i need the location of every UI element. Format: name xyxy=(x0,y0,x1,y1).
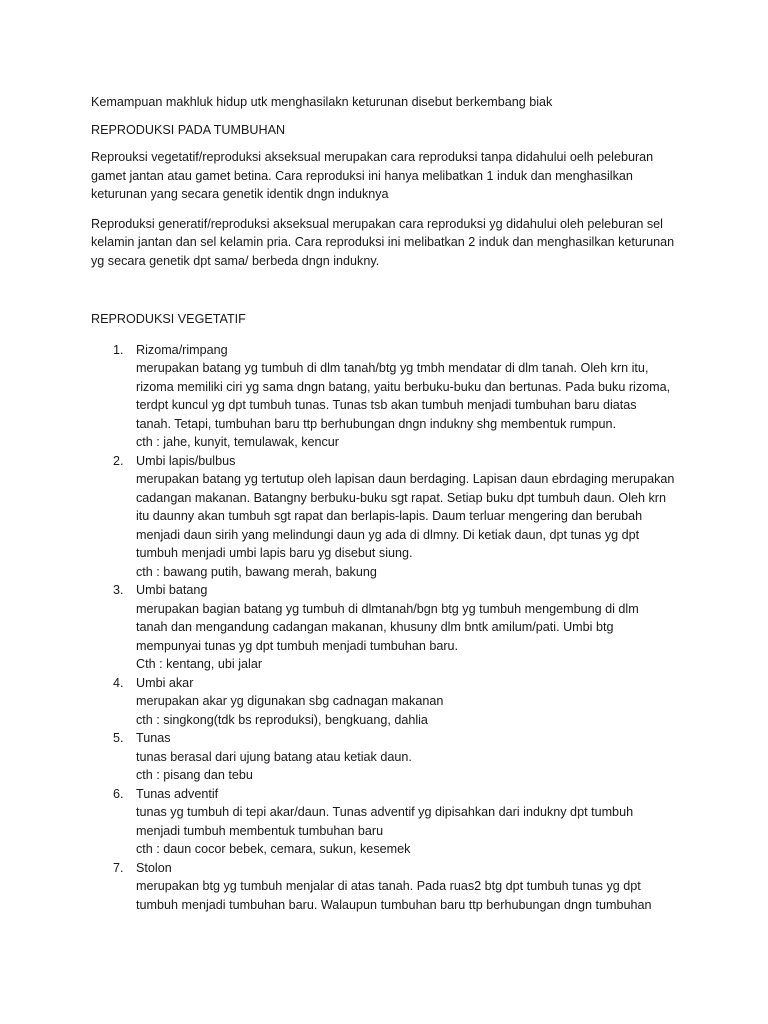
list-item-line: terdpt kuncul yg dpt tumbuh tunas. Tunas tsb akan tumbuh menjadi tumbuhan baru diatas xyxy=(136,398,637,412)
list-number: 2. xyxy=(113,453,124,468)
list-item-line: merupakan batang yg tertutup oleh lapisan daun berdaging. Lapisan daun ebrdaging merupakan xyxy=(136,472,675,486)
list-item-line: tanah dan mengandung cadangan makanan, khusuny dlm bntk amilum/pati. Umbi btg xyxy=(136,620,614,634)
list-item-title: Umbi batang xyxy=(136,583,208,597)
list-item-title: Tunas xyxy=(136,731,171,745)
list-item-title: Umbi lapis/bulbus xyxy=(136,453,236,468)
list-number: 7. xyxy=(113,860,124,875)
paragraph-line: Reproduksi generatif/reproduksi akseksual merupakan cara reproduksi yg didahului oleh peleburan sel xyxy=(91,216,663,231)
intro-text: Kemampuan makhluk hidup utk menghasilakn keturunan disebut berkembang biak xyxy=(91,95,553,109)
list-item-line: rizoma memiliki ciri yg sama dngn batang, yaitu berbuku-buku dan bertunas. Pada buku rizoma, xyxy=(136,379,671,394)
list-item-line: merupakan bagian batang yg tumbuh di dlmtanah/bgn btg yg tumbuh mengembung di dlm xyxy=(136,601,639,616)
list-item-line: itu daunny akan tumbuh sgt rapat dan berlapis-lapis. Daum terluar mengering dan berubah xyxy=(136,509,643,523)
paragraph-vegetatif xyxy=(91,148,691,204)
list-number: 6. xyxy=(113,786,124,801)
numbered-list xyxy=(91,341,691,915)
list-number: 1. xyxy=(113,342,124,357)
list-item-line: tunas yg tumbuh di tepi akar/daun. Tunas adventif yg dipisahkan dari indukny dpt tumbuh xyxy=(136,805,634,819)
list-item xyxy=(91,785,691,859)
list-item-line: cth : singkong(tdk bs reproduksi), bengkuang, dahlia xyxy=(136,712,428,727)
list-item-line: Cth : kentang, ubi jalar xyxy=(136,657,263,671)
paragraph-line: Reprouksi vegetatif/reproduksi akseksual merupakan cara reproduksi tanpa didahului oelh peleburan xyxy=(91,150,654,164)
list-item xyxy=(91,581,691,674)
list-item-line: cth : daun cocor bebek, cemara, sukun, kesemek xyxy=(136,842,411,856)
list-item-line: menjadi daun sirih yang melindungi daun yg ada di dlmny. Di ketiak daun, dpt tunas yg dpt xyxy=(136,527,640,542)
list-item xyxy=(91,452,691,582)
document-body xyxy=(91,93,691,914)
section-heading-reproduksi-tumbuhan: REPRODUKSI PADA TUMBUHAN xyxy=(91,122,286,137)
list-item-title: Stolon xyxy=(136,860,172,875)
list-item-line: cth : pisang dan tebu xyxy=(136,768,253,782)
list-item-line: merupakan akar yg digunakan sbg cadnagan makanan xyxy=(136,694,444,708)
paragraph-line: kelamin jantan dan sel kelamin pria. Cara reproduksi ini melibatkan 2 induk dan menghasilkan keturunan xyxy=(91,235,675,249)
paragraph-line: gamet jantan atau gamet betina. Cara reproduksi ini hanya melibatkan 1 induk dan menghasilkan xyxy=(91,168,633,183)
list-item-line: tunas berasal dari ujung batang atau ketiak daun. xyxy=(136,749,412,764)
list-item xyxy=(91,729,691,785)
list-number: 5. xyxy=(113,731,124,745)
list-item-line: cth : bawang putih, bawang merah, bakung xyxy=(136,564,377,579)
list-item-line: tumbuh menjadi umbi lapis baru yg disebut siung. xyxy=(136,546,413,560)
list-item-line: cadangan makanan. Batangny berbuku-buku sgt rapat. Setiap buku dpt tumbuh daun. Oleh krn xyxy=(136,490,666,505)
list-item xyxy=(91,341,691,452)
list-item-line: menjadi tumbuh membentuk tumbuhan baru xyxy=(136,823,384,838)
list-item-title: Umbi akar xyxy=(136,675,194,690)
list-item-line: cth : jahe, kunyit, temulawak, kencur xyxy=(136,435,339,449)
list-item-line: merupakan btg yg tumbuh menjalar di atas tanah. Pada ruas2 btg dpt tumbuh tunas yg dpt xyxy=(136,879,641,893)
list-item-line: tumbuh menjadi tumbuhan baru. Walaupun tumbuhan baru ttp berhubungan dngn tumbuhan xyxy=(136,897,652,912)
paragraph-line: keturunan yang secara genetik identik dngn induknya xyxy=(91,187,389,201)
list-item-title: Tunas adventif xyxy=(136,786,219,801)
section-heading-reproduksi-vegetatif: REPRODUKSI VEGETATIF xyxy=(91,312,246,326)
list-item-title: Rizoma/rimpang xyxy=(136,342,228,357)
list-item xyxy=(91,859,691,915)
paragraph-generatif xyxy=(91,215,691,271)
list-item-line: merupakan batang yg tumbuh di dlm tanah/btg yg tmbh mendatar di dlm tanah. Oleh krn itu, xyxy=(136,361,649,375)
list-item-line: tanah. Tetapi, tumbuhan baru ttp berhubungan dngn indukny shg membentuk rumpun. xyxy=(136,416,617,431)
list-item xyxy=(91,674,691,730)
list-number: 3. xyxy=(113,583,124,597)
list-number: 4. xyxy=(113,675,124,690)
list-item-line: mempunyai tunas yg dpt tumbuh menjadi tumbuhan baru. xyxy=(136,638,459,653)
paragraph-line: yg secara genetik dpt sama/ berbeda dngn indukny. xyxy=(91,253,380,268)
